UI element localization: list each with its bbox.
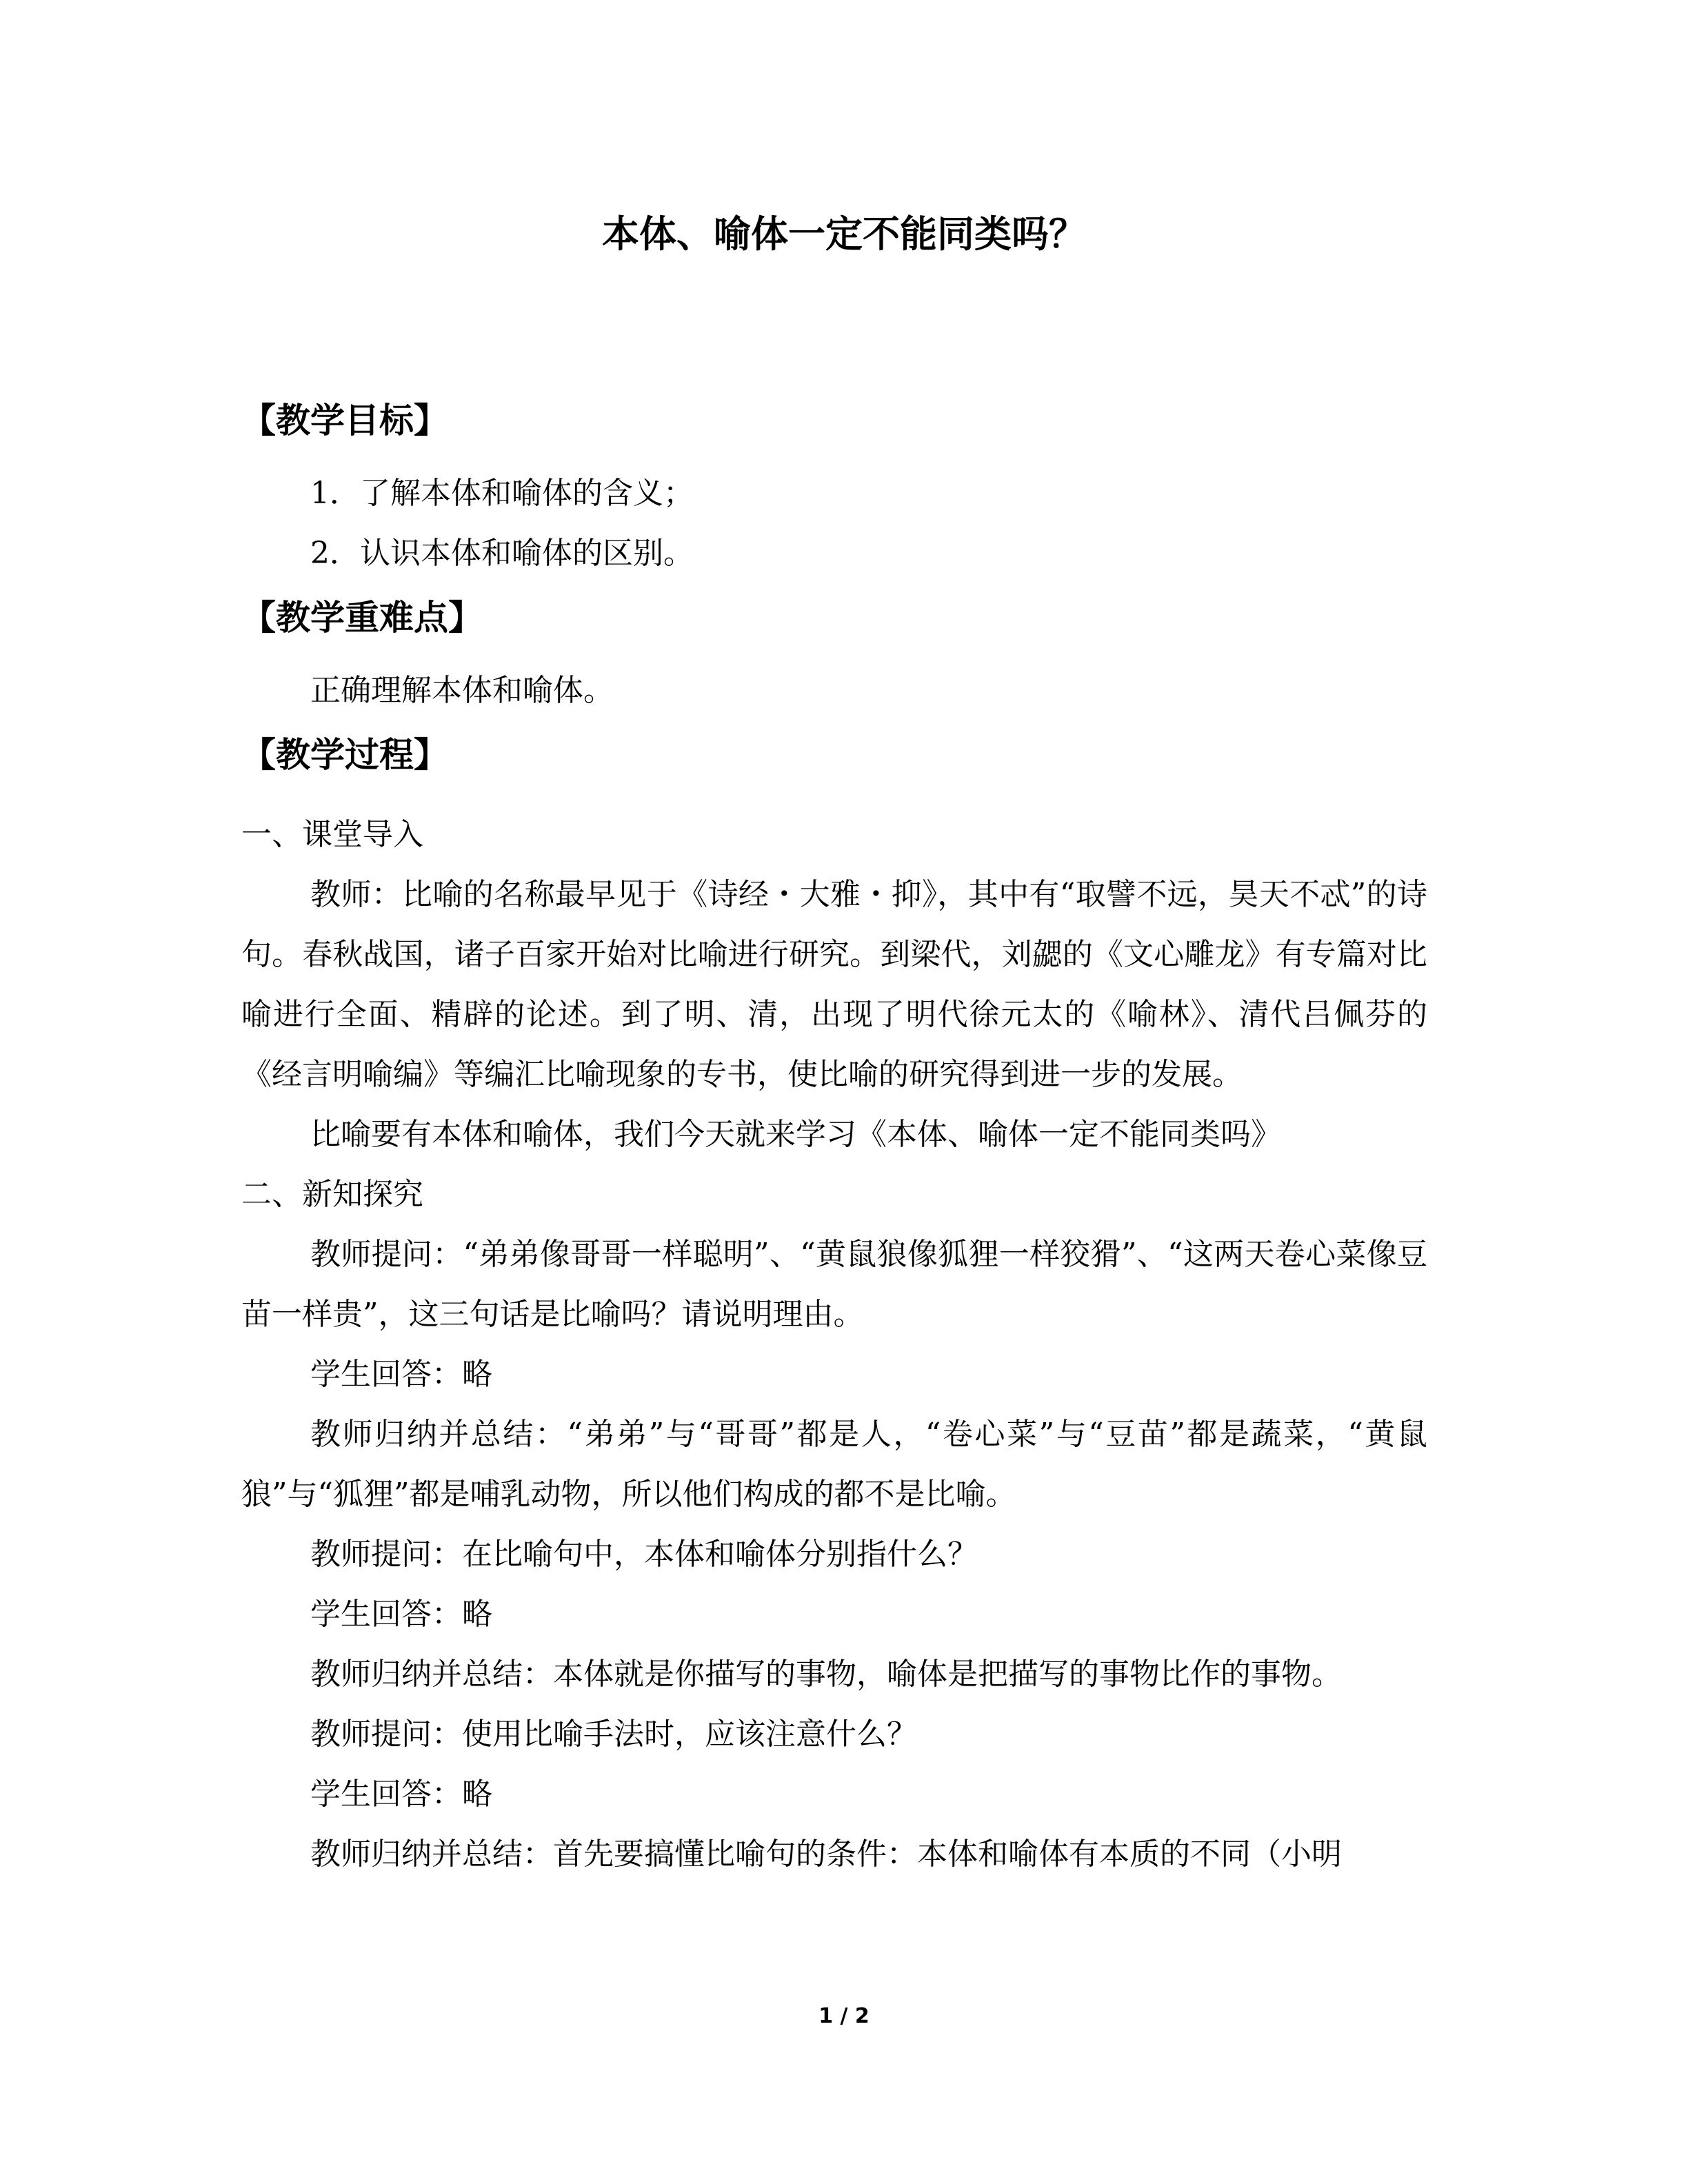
paragraph: 教师归纳并总结：“弟弟”与“哥哥”都是人，“卷心菜”与“豆苗”都是蔬菜，“黄鼠狼”与“狐狸”都是哺乳动物，所以他们构成的都不是比喻。	[241, 1417, 1427, 1512]
page-number: 1 / 2	[818, 2004, 870, 2028]
paragraph: 教师归纳并总结：本体就是你描写的事物，喻体是把描写的事物比作的事物。	[310, 1657, 1342, 1692]
document-title: 本体、喻体一定不能同类吗？	[602, 212, 1086, 256]
paragraph: 比喻要有本体和喻体，我们今天就来学习《本体、喻体一定不能同类吗》	[310, 1117, 1281, 1152]
goal-item: 2．认识本体和喻体的区别。	[310, 536, 694, 571]
section-heading-goals: 【教学目标】	[241, 401, 448, 441]
paragraph: 学生回答：略	[310, 1597, 492, 1632]
document-body	[241, 386, 1427, 1884]
paragraph: 教师提问：“弟弟像哥哥一样聪明”、“黄鼠狼像狐狸一样狡猾”、“这两天卷心菜像豆苗一样贵”，这三句话是比喻吗？请说明理由。	[241, 1237, 1427, 1332]
paragraph: 教师归纳并总结：首先要搞懂比喻句的条件：本体和喻体有本质的不同（小明	[310, 1837, 1342, 1872]
paragraph: 学生回答：略	[310, 1777, 492, 1812]
paragraph: 教师：比喻的名称最早见于《诗经・大雅・抑》，其中有“取譬不远，昊天不忒”的诗句。春秋战国，诸子百家开始对比喻进行研究。到梁代，刘勰的《文心雕龙》有专篇对比喻进行全面、精辟的论述。到了明、清，出现了明代徐元太的《喻林》、清代吕佩芬的《经言明喻编》等编汇比喻现象的专书，使比喻的研究得到进一步的发展。	[241, 877, 1427, 1092]
section-heading-key-points: 【教学重难点】	[241, 598, 483, 638]
subsection-title-explore: 二、新知探究	[241, 1177, 423, 1212]
paragraph: 教师提问：使用比喻手法时，应该注意什么？	[310, 1717, 917, 1752]
subsection-title-intro: 一、课堂导入	[241, 817, 423, 852]
section-heading-process: 【教学过程】	[241, 735, 448, 775]
paragraph: 学生回答：略	[310, 1357, 492, 1392]
goal-item: 1．了解本体和喻体的含义；	[310, 476, 694, 511]
key-points-text: 正确理解本体和喻体。	[310, 673, 614, 708]
paragraph: 教师提问：在比喻句中，本体和喻体分别指什么？	[310, 1537, 978, 1572]
